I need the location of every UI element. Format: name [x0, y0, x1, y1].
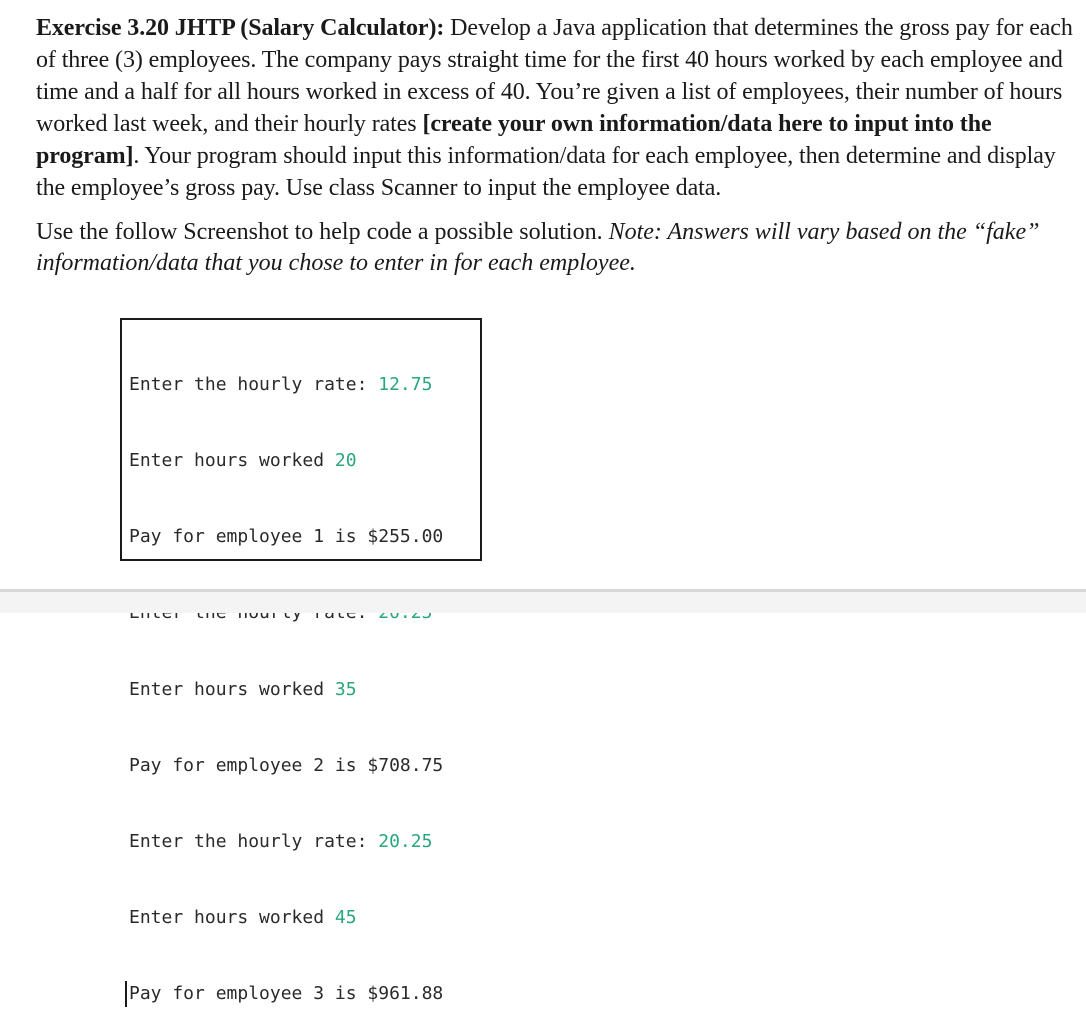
exercise-bold-inline: [create your own information/data here to input into the program] [36, 111, 992, 169]
console-prompt: Enter hours worked [129, 678, 335, 700]
console-input: 20.25 [378, 831, 433, 853]
console-line [129, 829, 480, 854]
console-input: 45 [334, 907, 357, 929]
document-page [36, 12, 1082, 279]
exercise-paragraph [36, 12, 1082, 204]
console-prompt: Enter hours worked [129, 907, 335, 929]
exercise-body-part1: Develop a Java application that determines the gross pay for each of three (3) employees. The company pays straight time for the first 40 hours worked by each employee and time and a half for all hours worked in excess of 40. You’re given a list of employees, their number of hours worked last week, and their hourly rates [36, 15, 1073, 137]
exercise-title: Exercise 3.20 JHTP (Salary Calculator): [36, 15, 445, 41]
page-bottom-margin [0, 592, 1086, 613]
console-line [129, 905, 480, 930]
console-prompt: Enter the hourly rate: [129, 831, 379, 853]
console-input: 35 [334, 678, 357, 700]
console-screenshot [120, 318, 482, 1005]
console-line [129, 448, 480, 473]
console-line [129, 372, 480, 397]
console-input: 20 [334, 450, 357, 472]
console-line [125, 981, 480, 1006]
console-prompt: Enter the hourly rate: [129, 373, 379, 395]
instruction-text: Use the follow Screenshot to help code a possible solution. [36, 219, 609, 245]
instruction-note: Note: Answers will vary based on the “fake” information/data that you chose to enter in for each employee. [36, 219, 1040, 276]
console-line [129, 677, 480, 702]
instruction-paragraph [36, 217, 1082, 279]
console-line [129, 524, 480, 549]
console-input: 12.75 [378, 373, 433, 395]
console-output: Pay for employee 2 is $708.75 [129, 754, 444, 776]
console-prompt: Enter hours worked [129, 450, 335, 472]
exercise-body-part2: . Your program should input this information/data for each employee, then determine and display the employee’s gross pay. Use class Scanner to input the employee data. [36, 143, 1056, 201]
console-line [129, 753, 480, 778]
console-output: Pay for employee 1 is $255.00 [129, 526, 444, 548]
console-output: Pay for employee 3 is $961.88 [129, 983, 444, 1005]
